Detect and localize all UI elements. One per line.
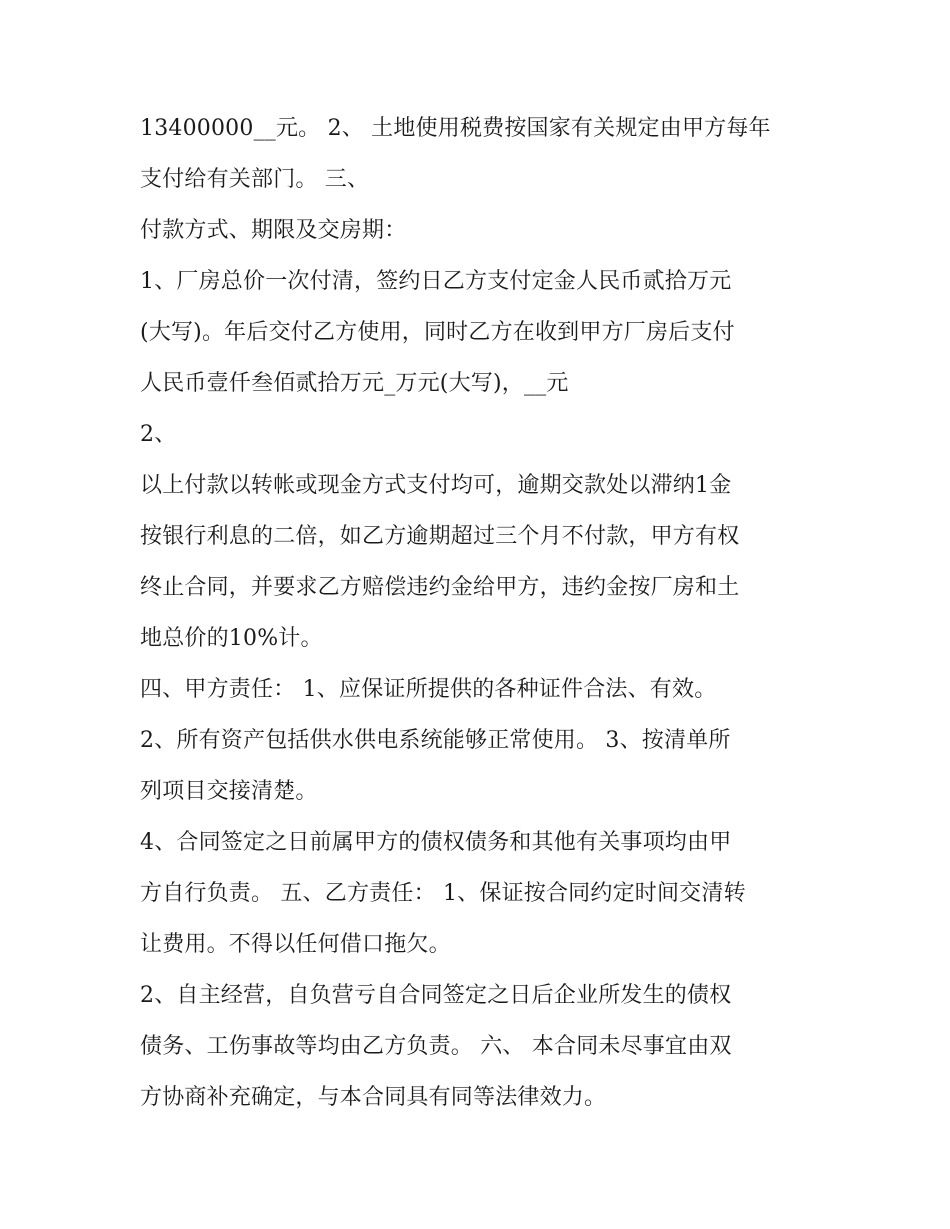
- text-line: 列项目交接清楚。: [140, 779, 318, 804]
- contract-text-body: [140, 103, 830, 1123]
- text-line: 付款方式、期限及交房期：: [140, 218, 407, 243]
- text-line: 方协商补充确定，与本合同具有同等法律效力。: [140, 1085, 607, 1110]
- text-line: 终止合同，并要求乙方赔偿违约金给甲方，违约金按厂房和土: [140, 575, 740, 600]
- text-line: 地总价的10%计。: [140, 626, 323, 651]
- text-line: 4、合同签定之日前属甲方的债权债务和其他有关事项均由甲: [140, 830, 732, 855]
- text-line: 2、: [140, 422, 177, 447]
- text-line: 支付给有关部门。 三、: [140, 167, 370, 192]
- text-line: (大写)。年后交付乙方使用，同时乙方在收到甲方厂房后支付: [140, 320, 735, 345]
- text-line: 四、甲方责任： 1、应保证所提供的各种证件合法、有效。: [140, 677, 717, 702]
- text-line: 让费用。不得以任何借口拖欠。: [140, 932, 451, 957]
- text-line: 2、所有资产包括供水供电系统能够正常使用。 3、按清单所: [140, 728, 731, 753]
- text-line: 2、自主经营，自负营亏自合同签定之日后企业所发生的债权: [140, 983, 732, 1008]
- text-line: 1、厂房总价一次付清，签约日乙方支付定金人民币贰拾万元: [140, 269, 732, 294]
- text-line: 方自行负责。 五、乙方责任： 1、保证按合同约定时间交清转: [140, 881, 746, 906]
- text-line: 以上付款以转帐或现金方式支付均可，逾期交款处以滞纳1金: [140, 473, 732, 498]
- text-line: 债务、工伤事故等均由乙方负责。 六、 本合同未尽事宜由双: [140, 1034, 732, 1059]
- text-line: 人民币壹仟叁佰贰拾万元_万元(大写)，__元: [140, 371, 569, 396]
- text-line: 13400000__元。 2、 土地使用税费按国家有关规定由甲方每年: [140, 116, 771, 141]
- text-line: 按银行利息的二倍，如乙方逾期超过三个月不付款，甲方有权: [140, 524, 740, 549]
